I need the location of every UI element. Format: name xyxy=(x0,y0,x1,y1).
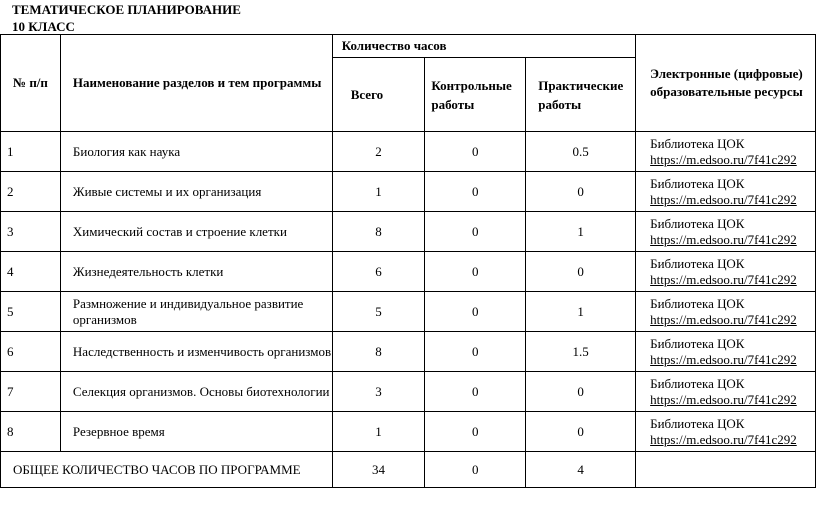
row-practical: 1.5 xyxy=(526,332,636,372)
row-practical: 0 xyxy=(526,372,636,412)
row-name: Химический состав и строение клетки xyxy=(60,212,332,252)
row-num: 2 xyxy=(1,172,61,212)
row-name: Живые системы и их организация xyxy=(60,172,332,212)
row-total: 1 xyxy=(332,172,425,212)
header-name: Наименование разделов и тем программы xyxy=(60,35,332,132)
row-practical: 1 xyxy=(526,212,636,252)
resource-label: Библиотека ЦОК xyxy=(650,255,745,271)
row-name: Селекция организмов. Основы биотехнологии xyxy=(60,372,332,412)
row-total: 6 xyxy=(332,252,425,292)
resource-label: Библиотека ЦОК xyxy=(650,415,745,431)
document-title xyxy=(12,1,241,35)
table-row xyxy=(1,172,816,212)
row-control: 0 xyxy=(425,372,526,412)
table-row xyxy=(1,132,816,172)
row-num: 7 xyxy=(1,372,61,412)
row-total: 2 xyxy=(332,132,425,172)
resource-label: Библиотека ЦОК xyxy=(650,295,745,311)
row-control: 0 xyxy=(425,132,526,172)
header-control: Контрольные работы xyxy=(425,58,526,132)
row-total: 1 xyxy=(332,412,425,452)
planning-table xyxy=(0,34,816,488)
table-row xyxy=(1,292,816,332)
row-control: 0 xyxy=(425,172,526,212)
row-control: 0 xyxy=(425,252,526,292)
resource-link[interactable]: https://m.edsoo.ru/7f41c292 xyxy=(650,231,797,247)
row-resource xyxy=(636,372,816,412)
row-total: 8 xyxy=(332,332,425,372)
header-num: № п/п xyxy=(1,35,61,132)
row-num: 1 xyxy=(1,132,61,172)
table-row xyxy=(1,212,816,252)
row-resource xyxy=(636,412,816,452)
title-line-2: 10 КЛАСС xyxy=(12,19,75,34)
table-row xyxy=(1,412,816,452)
row-resource xyxy=(636,172,816,212)
header-hours: Количество часов xyxy=(332,35,635,58)
row-control: 0 xyxy=(425,212,526,252)
row-num: 5 xyxy=(1,292,61,332)
row-practical: 0.5 xyxy=(526,132,636,172)
row-name: Жизнедеятельность клетки xyxy=(60,252,332,292)
resource-label: Библиотека ЦОК xyxy=(650,215,745,231)
row-total: 3 xyxy=(332,372,425,412)
header-resources: Электронные (цифровые) образовательные ресурсы xyxy=(636,35,816,132)
totals-total: 34 xyxy=(332,452,425,488)
resource-label: Библиотека ЦОК xyxy=(650,375,745,391)
resource-link[interactable]: https://m.edsoo.ru/7f41c292 xyxy=(650,351,797,367)
row-practical: 0 xyxy=(526,172,636,212)
totals-practical: 4 xyxy=(526,452,636,488)
row-name: Резервное время xyxy=(60,412,332,452)
resource-link[interactable]: https://m.edsoo.ru/7f41c292 xyxy=(650,191,797,207)
table-row xyxy=(1,252,816,292)
row-name: Биология как наука xyxy=(60,132,332,172)
row-control: 0 xyxy=(425,412,526,452)
resource-label: Библиотека ЦОК xyxy=(650,135,745,151)
row-num: 8 xyxy=(1,412,61,452)
resource-link[interactable]: https://m.edsoo.ru/7f41c292 xyxy=(650,391,797,407)
resource-link[interactable]: https://m.edsoo.ru/7f41c292 xyxy=(650,151,797,167)
resource-link[interactable]: https://m.edsoo.ru/7f41c292 xyxy=(650,431,797,447)
row-practical: 1 xyxy=(526,292,636,332)
row-practical: 0 xyxy=(526,252,636,292)
row-resource xyxy=(636,252,816,292)
resource-label: Библиотека ЦОК xyxy=(650,335,745,351)
row-resource xyxy=(636,212,816,252)
header-practical: Практические работы xyxy=(526,58,636,132)
totals-resources-empty xyxy=(636,452,816,488)
row-num: 3 xyxy=(1,212,61,252)
row-total: 5 xyxy=(332,292,425,332)
totals-label: ОБЩЕЕ КОЛИЧЕСТВО ЧАСОВ ПО ПРОГРАММЕ xyxy=(1,452,333,488)
resource-link[interactable]: https://m.edsoo.ru/7f41c292 xyxy=(650,271,797,287)
row-resource xyxy=(636,332,816,372)
row-resource xyxy=(636,292,816,332)
totals-row xyxy=(1,452,816,488)
header-total: Всего xyxy=(332,58,425,132)
title-line-1: ТЕМАТИЧЕСКОЕ ПЛАНИРОВАНИЕ xyxy=(12,2,241,17)
row-control: 0 xyxy=(425,332,526,372)
row-practical: 0 xyxy=(526,412,636,452)
resource-link[interactable]: https://m.edsoo.ru/7f41c292 xyxy=(650,311,797,327)
row-control: 0 xyxy=(425,292,526,332)
row-num: 4 xyxy=(1,252,61,292)
row-name: Наследственность и изменчивость организмов xyxy=(60,332,332,372)
totals-control: 0 xyxy=(425,452,526,488)
table-row xyxy=(1,332,816,372)
row-num: 6 xyxy=(1,332,61,372)
row-name: Размножение и индивидуальное развитие организмов xyxy=(60,292,332,332)
resource-label: Библиотека ЦОК xyxy=(650,175,745,191)
row-resource xyxy=(636,132,816,172)
table-row xyxy=(1,372,816,412)
row-total: 8 xyxy=(332,212,425,252)
